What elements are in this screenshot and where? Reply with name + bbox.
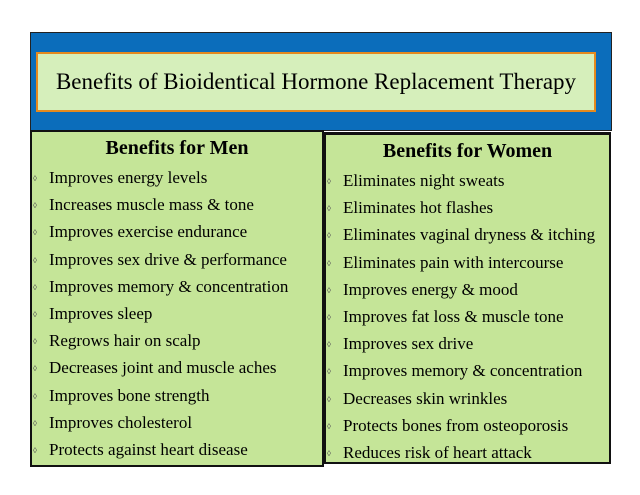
diamond-bullet-icon: ◊ (327, 312, 331, 322)
list-item (32, 409, 322, 436)
benefit-text: Eliminates night sweats (343, 171, 505, 190)
list-item (32, 164, 322, 191)
diamond-bullet-icon: ◊ (33, 309, 37, 319)
women-benefits-panel (324, 132, 611, 464)
list-item (32, 354, 322, 381)
list-item (326, 357, 609, 384)
women-list (326, 167, 609, 466)
men-list (32, 164, 322, 463)
diamond-bullet-icon: ◊ (33, 418, 37, 428)
benefit-text: Reduces risk of heart attack (343, 442, 532, 462)
diamond-bullet-icon: ◊ (327, 204, 331, 214)
benefit-text: Improves sleep (49, 303, 153, 323)
list-item (326, 330, 609, 357)
diamond-bullet-icon: ◊ (327, 177, 331, 186)
diamond-bullet-icon: ◊ (327, 258, 331, 268)
diamond-bullet-icon: ◊ (327, 421, 331, 431)
benefit-text: Protects bones from osteoporosis (343, 415, 569, 435)
benefit-text: Increases muscle mass & tone (49, 195, 254, 215)
list-item (32, 246, 322, 273)
list-item (32, 382, 322, 409)
list-item (32, 273, 322, 300)
men-benefits-panel (30, 130, 324, 467)
diamond-bullet-icon: ◊ (327, 448, 331, 458)
diamond-bullet-icon: ◊ (33, 282, 37, 292)
benefit-text: Improves energy & mood (343, 279, 518, 299)
list-item (326, 303, 609, 330)
benefit-text: Improves cholesterol (49, 412, 193, 432)
benefit-text: Improves memory & concentration (343, 361, 583, 381)
list-item (32, 191, 322, 218)
diamond-bullet-icon: ◊ (327, 285, 331, 295)
men-heading: Benefits for Men (105, 137, 249, 159)
benefit-text: Eliminates hot flashes (343, 198, 494, 218)
list-item (326, 385, 609, 412)
diamond-bullet-icon: ◊ (33, 228, 37, 238)
list-item (326, 439, 609, 466)
list-item (326, 167, 609, 194)
diamond-bullet-icon: ◊ (33, 255, 37, 265)
list-item (32, 327, 322, 354)
benefit-text: Decreases joint and muscle aches (49, 358, 277, 378)
benefit-text: Eliminates vaginal dryness & itching (343, 225, 596, 245)
benefit-text: Regrows hair on scalp (49, 331, 201, 351)
women-heading: Benefits for Women (382, 140, 553, 162)
benefit-text: Eliminates pain with intercourse (343, 252, 564, 272)
benefit-text: Improves energy levels (49, 168, 208, 187)
diamond-bullet-icon: ◊ (33, 445, 37, 455)
title-text: Benefits of Bioidentical Hormone Replacement Therapy (55, 69, 577, 94)
benefit-text: Improves memory & concentration (49, 276, 289, 296)
list-item (326, 194, 609, 221)
diamond-bullet-icon: ◊ (33, 337, 37, 347)
list-item (326, 276, 609, 303)
diamond-bullet-icon: ◊ (33, 174, 37, 183)
diamond-bullet-icon: ◊ (327, 394, 331, 404)
benefit-text: Improves fat loss & muscle tone (343, 306, 564, 326)
benefit-text: Improves sex drive (343, 334, 474, 354)
diamond-bullet-icon: ◊ (327, 367, 331, 377)
benefit-text: Improves exercise endurance (49, 222, 248, 242)
list-item (32, 436, 322, 463)
benefit-text: Decreases skin wrinkles (343, 388, 508, 408)
list-item (326, 412, 609, 439)
list-item (326, 221, 609, 248)
diamond-bullet-icon: ◊ (327, 231, 331, 241)
list-item (32, 218, 322, 245)
benefit-text: Improves sex drive & performance (49, 249, 287, 269)
benefit-text: Improves bone strength (49, 385, 210, 405)
diamond-bullet-icon: ◊ (327, 340, 331, 350)
page-title (36, 52, 596, 112)
diamond-bullet-icon: ◊ (33, 391, 37, 401)
benefit-text: Protects against heart disease (49, 439, 248, 459)
list-item (326, 249, 609, 276)
diamond-bullet-icon: ◊ (33, 364, 37, 374)
list-item (32, 300, 322, 327)
diamond-bullet-icon: ◊ (33, 201, 37, 211)
